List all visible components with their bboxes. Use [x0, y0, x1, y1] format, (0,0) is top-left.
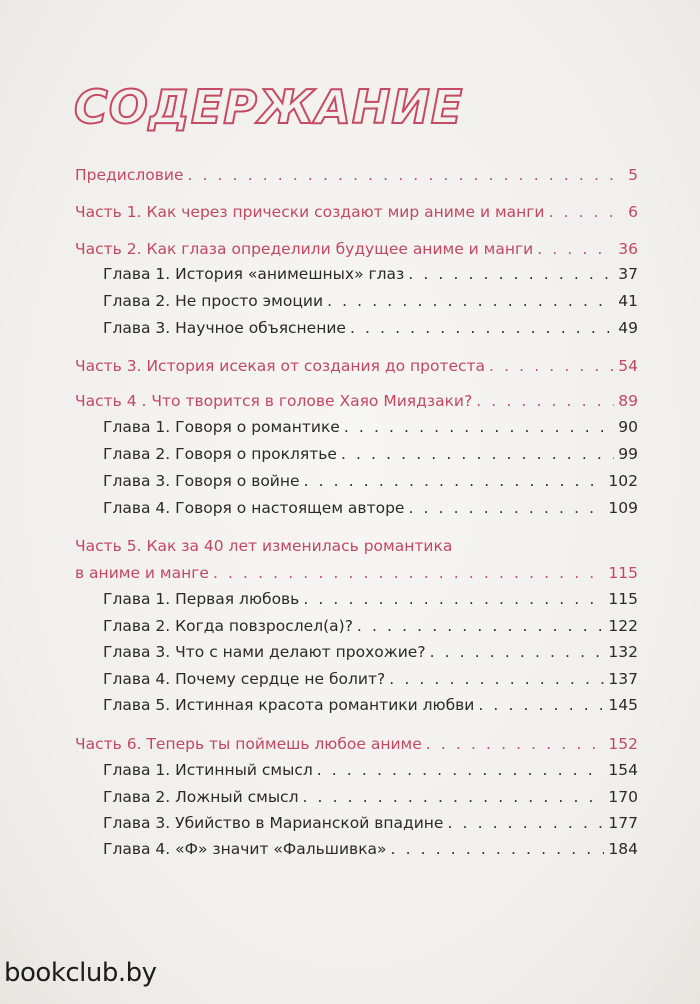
- toc-entry-title: Глава 5. Истинная красота романтики любви: [103, 696, 475, 714]
- toc-entry-chapter: [103, 290, 638, 312]
- leader-dots: [317, 759, 605, 781]
- toc-entry-page: 115: [608, 564, 638, 582]
- toc-entry-chapter: [103, 838, 638, 860]
- toc-entry-part-1: [75, 201, 638, 223]
- toc-entry-title: Глава 1. Первая любовь: [103, 590, 300, 608]
- toc-entry-title: Глава 2. Когда повзрослел(а)?: [103, 617, 353, 635]
- toc-entry-part-3: [75, 355, 638, 377]
- toc-entry-title: Глава 3. Что с нами делают прохожие?: [103, 643, 426, 661]
- leader-dots: [344, 416, 614, 438]
- toc-entry-chapter: [103, 443, 638, 465]
- leader-dots: [408, 263, 614, 285]
- toc-entry-chapter: [103, 786, 638, 808]
- toc-entry-title: Часть 4 . Что творится в голове Хаяо Миядзаки?: [75, 392, 473, 410]
- leader-dots: [537, 238, 614, 260]
- toc-entry-title: Предисловие: [75, 166, 184, 184]
- toc-entry-title: Глава 3. Говоря о войне: [103, 472, 300, 490]
- toc-entry-page: 115: [608, 590, 638, 608]
- toc-entry-chapter: [103, 263, 638, 285]
- toc-entry-title: Часть 1. Как через прически создают мир аниме и манги: [75, 203, 545, 221]
- toc-entry-title: Глава 2. Ложный смысл: [103, 788, 299, 806]
- page-title: СОДЕРЖАНИЕ: [74, 80, 464, 134]
- leader-dots: [408, 497, 604, 519]
- toc-entry-page: 6: [628, 203, 638, 221]
- leader-dots: [476, 390, 614, 412]
- toc-entry-chapter: [103, 588, 638, 610]
- toc-entry-title: Глава 1. Истинный смысл: [103, 761, 313, 779]
- leader-dots: [341, 443, 614, 465]
- toc-entry-part-5-line-1: [75, 535, 452, 557]
- toc-entry-title: в аниме и манге: [75, 564, 209, 582]
- toc-entry-chapter: [103, 416, 638, 438]
- toc-entry-preface: [75, 164, 638, 186]
- toc-entry-part-6: [75, 733, 638, 755]
- toc-entry-page: 36: [618, 240, 638, 258]
- toc-entry-chapter: [103, 641, 638, 663]
- toc-entry-page: 184: [608, 840, 638, 858]
- leader-dots: [327, 290, 614, 312]
- toc-entry-chapter: [103, 668, 638, 690]
- leader-dots: [303, 588, 604, 610]
- toc-entry-title: Глава 3. Убийство в Марианской впадине: [103, 814, 444, 832]
- toc-entry-title: Часть 2. Как глаза определили будущее аниме и манги: [75, 240, 534, 258]
- leader-dots: [213, 562, 604, 584]
- watermark: bookclub.by: [4, 958, 157, 988]
- toc-entry-chapter: [103, 317, 638, 339]
- leader-dots: [303, 786, 605, 808]
- toc-entry-page: 132: [608, 643, 638, 661]
- leader-dots: [478, 694, 604, 716]
- toc-entry-page: 5: [628, 166, 638, 184]
- toc-entry-title: Часть 5. Как за 40 лет изменилась романтика: [75, 537, 453, 555]
- leader-dots: [489, 355, 614, 377]
- toc-entry-page: 37: [618, 265, 638, 283]
- toc-entry-page: 90: [618, 418, 638, 436]
- toc-entry-page: 122: [608, 617, 638, 635]
- toc-entry-page: 41: [618, 292, 638, 310]
- leader-dots: [350, 317, 614, 339]
- toc-entry-page: 154: [608, 761, 638, 779]
- toc-entry-page: 49: [618, 319, 638, 337]
- toc-entry-title: Глава 1. Говоря о романтике: [103, 418, 340, 436]
- leader-dots: [426, 733, 605, 755]
- toc-entry-title: Часть 6. Теперь ты поймешь любое аниме: [75, 735, 422, 753]
- toc-entry-page: 145: [608, 696, 638, 714]
- toc-entry-page: 137: [608, 670, 638, 688]
- leader-dots: [430, 641, 605, 663]
- toc-entry-page: 170: [608, 788, 638, 806]
- toc-entry-page: 102: [608, 472, 638, 490]
- toc-entry-title: Глава 4. Почему сердце не болит?: [103, 670, 386, 688]
- leader-dots: [391, 838, 605, 860]
- toc-entry-title: Глава 2. Не просто эмоции: [103, 292, 324, 310]
- leader-dots: [447, 812, 604, 834]
- toc-entry-chapter: [103, 812, 638, 834]
- toc-entry-chapter: [103, 497, 638, 519]
- toc-entry-title: Часть 3. История исекая от создания до протеста: [75, 357, 486, 375]
- toc-entry-chapter: [103, 759, 638, 781]
- toc-entry-part-4: [75, 390, 638, 412]
- toc-entry-page: 89: [618, 392, 638, 410]
- toc-entry-chapter: [103, 694, 638, 716]
- leader-dots: [357, 615, 604, 637]
- toc-entry-page: 152: [608, 735, 638, 753]
- toc-entry-page: 109: [608, 499, 638, 517]
- leader-dots: [389, 668, 604, 690]
- leader-dots: [304, 470, 605, 492]
- toc-entry-part-2: [75, 238, 638, 260]
- toc-entry-chapter: [103, 470, 638, 492]
- toc-entry-title: Глава 2. Говоря о проклятье: [103, 445, 337, 463]
- toc-entry-title: Глава 3. Научное объяснение: [103, 319, 346, 337]
- leader-dots: [187, 164, 624, 186]
- toc-entry-page: 54: [618, 357, 638, 375]
- toc-entry-title: Глава 4. Говоря о настоящем авторе: [103, 499, 405, 517]
- toc-entry-page: 99: [618, 445, 638, 463]
- toc-entry-part-5: [75, 562, 638, 584]
- toc-entry-title: Глава 4. «Ф» значит «Фальшивка»: [103, 840, 387, 858]
- toc-entry-chapter: [103, 615, 638, 637]
- toc-entry-page: 177: [608, 814, 638, 832]
- leader-dots: [549, 201, 625, 223]
- toc-entry-title: Глава 1. История «анимешных» глаз: [103, 265, 405, 283]
